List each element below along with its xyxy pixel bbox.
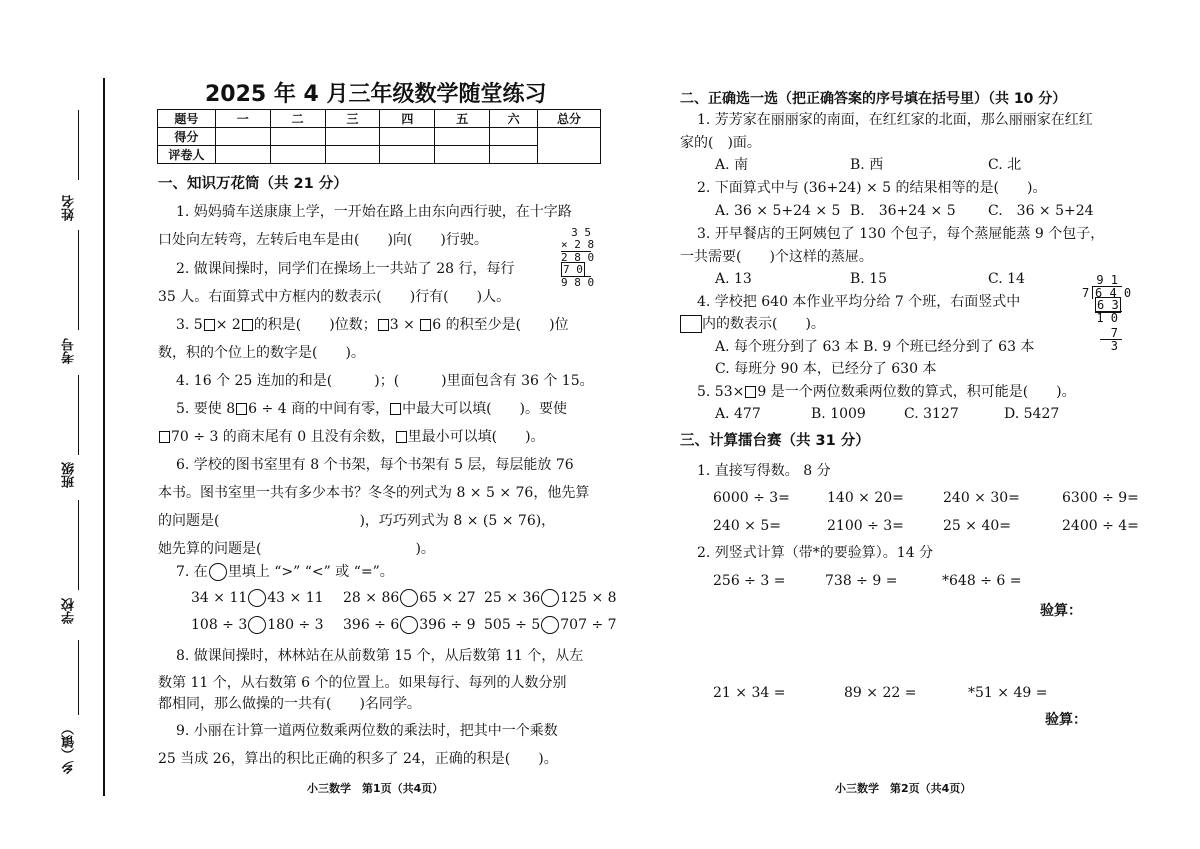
- score-cell[interactable]: [215, 128, 270, 146]
- score-row-label: 得分: [158, 128, 216, 146]
- compare-right: 396 ÷ 9: [419, 617, 476, 633]
- quotient: 9 1: [1096, 273, 1118, 287]
- exam-no-fill-line: [78, 230, 79, 330]
- compare-circle[interactable]: [248, 589, 266, 607]
- compare-circle[interactable]: [541, 589, 559, 607]
- calc-line: 9 8 0: [561, 276, 595, 289]
- compare-right: 125 × 8: [560, 590, 617, 606]
- q1-line2: 口处向左转弯，左转后电车是由( )向( )行驶。: [158, 232, 488, 248]
- compare-item: [343, 588, 476, 608]
- p2-q1-line2: 家的( )面。: [680, 135, 761, 151]
- p2-q3-line1: 3. 开早餐店的王阿姨包了 130 个包子，每个蒸屉能蒸 9 个包子，: [697, 226, 1105, 242]
- remainder-line: 3: [1110, 339, 1118, 353]
- part-1-heading: 1. 直接写得数。 8 分: [697, 463, 831, 479]
- option: A. 南: [715, 157, 749, 173]
- option: A. 477: [715, 406, 761, 422]
- option: D. 5427: [1004, 406, 1060, 422]
- dividend: 6 4 0: [1092, 287, 1131, 299]
- score-cell[interactable]: [325, 128, 380, 146]
- school-fill-line: [78, 500, 79, 590]
- option: A. 13: [715, 271, 752, 287]
- q6-line1: 6. 学校的图书室里有 8 个书架，每个书架有 5 层，每层能放 76: [176, 457, 574, 473]
- grader-cell[interactable]: [325, 146, 380, 164]
- digit-box: [396, 431, 407, 443]
- oral-calc: 2100 ÷ 3=: [827, 518, 904, 534]
- score-header-cell: 总分: [538, 110, 601, 128]
- score-row: [158, 128, 601, 146]
- q5-text: 里最小可以填( )。: [407, 429, 545, 445]
- q3-text: 的积是( )位数；: [253, 317, 377, 333]
- compare-left: 505 ÷ 5: [484, 617, 541, 633]
- q3-line1: [176, 315, 569, 335]
- compare-left: 108 ÷ 3: [191, 617, 248, 633]
- q2-line1: 2. 做课间操时，同学们在操场上一共站了 28 行，每行: [176, 261, 515, 277]
- option: B. 15: [850, 271, 888, 287]
- digit-box: [745, 386, 756, 398]
- oral-calc: 25 × 40=: [943, 518, 1011, 534]
- calc-line: × 2 8: [561, 238, 595, 251]
- q4-long-division: [1082, 273, 1132, 353]
- compare-left: 25 × 36: [484, 590, 541, 606]
- q8-line3: 都相同，那么做操的一共有( )名同学。: [158, 696, 421, 712]
- binding-line: [103, 78, 105, 796]
- page2-footer: 小三数学 第2页（共4页）: [835, 782, 972, 795]
- option: B. 西: [850, 157, 884, 173]
- score-table-header-row: [158, 110, 601, 128]
- q6-line4: 她先算的问题是( )。: [158, 541, 435, 557]
- option: A. 每个班分到了 63 本 B. 9 个班已经分到了 63 本: [715, 339, 1035, 355]
- compare-right: 43 × 11: [267, 590, 324, 606]
- vertical-calc: *51 × 49 =: [968, 685, 1048, 701]
- q5-text: 5. 53×: [697, 384, 745, 400]
- grader-cell[interactable]: [380, 146, 435, 164]
- compare-circle[interactable]: [541, 616, 559, 634]
- q3-text: × 2: [215, 317, 241, 333]
- q8-line1: 8. 做课间操时，林林站在从前数第 15 个，从后数第 11 个，从左: [176, 648, 584, 664]
- q5-text: 70 ÷ 3 的商末尾有 0 且没有余数，: [171, 429, 395, 445]
- score-header-cell: 六: [490, 110, 538, 128]
- q3-text: 6 的积至少是( )位: [432, 317, 569, 333]
- calc-boxed-number: 6 3: [1097, 298, 1119, 312]
- compare-item: [484, 588, 617, 608]
- q9-line2: 25 当成 26，算出的积比正确的积多了 24，正确的积是( )。: [158, 751, 558, 767]
- p2-q3-line2: 一共需要( )个这样的蒸屉。: [680, 249, 873, 265]
- p2-q4-line2: [680, 314, 825, 334]
- grader-cell[interactable]: [435, 146, 490, 164]
- name-fill-line: [78, 110, 79, 180]
- q5-text: 6 ÷ 4 商的中间有零，: [248, 401, 390, 417]
- p2-q4-line1: 4. 学校把 640 本作业平均分给 7 个班，右面竖式中: [697, 294, 1021, 310]
- score-cell[interactable]: [270, 128, 325, 146]
- compare-item: [191, 615, 324, 635]
- answer-box: [680, 315, 702, 333]
- option: B. 1009: [811, 406, 866, 422]
- q2-vertical-calc: [561, 226, 595, 289]
- p2-q2-line: 2. 下面算式中与 (36+24) × 5 的结果相等的是( )。: [697, 180, 1047, 196]
- q6-line3: 的问题是( )，巧巧列式为 8 × (5 × 76)，: [158, 513, 556, 529]
- p2-q5-line: [697, 382, 1076, 402]
- class-fill-line: [78, 375, 79, 455]
- vertical-calc: 738 ÷ 9 =: [825, 573, 898, 589]
- remainder-line: 1 0: [1096, 311, 1118, 325]
- score-cell[interactable]: [435, 128, 490, 146]
- total-score-cell[interactable]: [538, 128, 601, 164]
- p2-q1-line1: 1. 芳芳家在丽丽家的南面，在红红家的北面，那么丽丽家在红红: [697, 112, 1093, 128]
- school-label: 学校: [62, 598, 77, 624]
- score-table: [157, 109, 601, 164]
- vertical-calc: 256 ÷ 3 =: [713, 573, 786, 589]
- grader-row: [158, 146, 601, 164]
- compare-right: 65 × 27: [419, 590, 476, 606]
- compare-circle[interactable]: [400, 616, 418, 634]
- q2-line2: 35 人。右面算式中方框内的数表示( )行有( )人。: [158, 289, 511, 305]
- calc-line: 2 8 0: [561, 251, 595, 264]
- score-header-cell: 三: [325, 110, 380, 128]
- digit-box: [420, 319, 431, 331]
- q5-text: 中最大可以填( )。要使: [402, 401, 568, 417]
- divisor: 7: [1082, 286, 1090, 300]
- q5-line1: [176, 399, 567, 419]
- class-label: 班级: [62, 462, 77, 488]
- score-header-cell: 一: [215, 110, 270, 128]
- oral-calc: 6000 ÷ 3=: [713, 490, 790, 506]
- compare-left: 396 ÷ 6: [343, 617, 400, 633]
- section-1-heading: 一、知识万花筒（共 21 分）: [158, 176, 348, 192]
- section-3-heading: 三、计算擂台赛（共 31 分）: [680, 433, 870, 449]
- digit-box: [390, 403, 401, 415]
- town-fill-line: [78, 640, 79, 715]
- town-label: 乡（镇）: [62, 722, 77, 774]
- compare-item: [343, 615, 476, 635]
- compare-right: 707 ÷ 7: [560, 617, 617, 633]
- oral-calc: 2400 ÷ 4=: [1062, 518, 1139, 534]
- vertical-calc: *648 ÷ 6 =: [942, 573, 1022, 589]
- score-cell[interactable]: [490, 128, 538, 146]
- grader-cell[interactable]: [215, 146, 270, 164]
- option: C. 北: [988, 157, 1022, 173]
- q4-text: 内的数表示( )。: [702, 316, 825, 332]
- vertical-calc: 89 × 22 =: [844, 685, 917, 701]
- digit-box: [242, 319, 253, 331]
- digit-box: [236, 403, 247, 415]
- option: A. 36 × 5+24 × 5: [715, 203, 841, 219]
- score-header-cell: 二: [270, 110, 325, 128]
- score-header-cell: 五: [435, 110, 490, 128]
- oral-calc: 6300 ÷ 9=: [1062, 490, 1139, 506]
- compare-item: [191, 588, 324, 608]
- oral-calc: 240 × 5=: [713, 518, 781, 534]
- section-2-heading: 二、正确选一选（把正确答案的序号填在括号里）（共 10 分）: [680, 91, 1067, 107]
- digit-box: [159, 431, 170, 443]
- q4-line: 4. 16 个 25 连加的和是( )；( )里面包含有 36 个 15。: [176, 373, 594, 389]
- q7-text: 7. 在: [176, 564, 208, 580]
- option: C. 14: [988, 271, 1025, 287]
- score-cell[interactable]: [380, 128, 435, 146]
- exam-no-label: 考号: [62, 338, 77, 364]
- option: C. 3127: [904, 406, 959, 422]
- check-label: 验算：: [1040, 603, 1082, 619]
- oral-calc: 240 × 30=: [943, 490, 1020, 506]
- compare-right: 180 ÷ 3: [267, 617, 324, 633]
- q3-line2: 数，积的个位上的数字是( )。: [158, 345, 365, 361]
- grader-cell[interactable]: [270, 146, 325, 164]
- check-label: 验算：: [1045, 712, 1087, 728]
- compare-circle[interactable]: [400, 589, 418, 607]
- q7-instruction: [176, 562, 394, 582]
- page-title: 2025 年 4 月三年级数学随堂练习: [205, 82, 547, 107]
- calc-line: 3 5: [571, 226, 591, 239]
- option: B. 36+24 × 5: [850, 203, 956, 219]
- option: C. 每班分 90 本，已经分了 630 本: [715, 361, 937, 377]
- vertical-calc: 21 × 34 =: [713, 685, 786, 701]
- digit-box: [204, 319, 215, 331]
- name-label: 姓名: [62, 195, 77, 221]
- subtract-line: 7: [1100, 327, 1122, 340]
- q3-text: 3 ×: [389, 317, 420, 333]
- q1-line1: 1. 妈妈骑车送康康上学，一开始在路上由东向西行驶，在十字路: [176, 204, 572, 220]
- option: C. 36 × 5+24: [988, 203, 1094, 219]
- compare-circle: [209, 563, 227, 581]
- q5-text: 5. 要使 8: [176, 401, 236, 417]
- score-header-cell: 四: [380, 110, 435, 128]
- digit-box: [378, 319, 389, 331]
- grader-row-label: 评卷人: [158, 146, 216, 164]
- q3-text: 3. 5: [176, 317, 203, 333]
- page1-footer: 小三数学 第1页（共4页）: [307, 782, 444, 795]
- compare-circle[interactable]: [248, 616, 266, 634]
- oral-calc: 140 × 20=: [827, 490, 904, 506]
- grader-cell[interactable]: [490, 146, 538, 164]
- compare-left: 34 × 11: [191, 590, 248, 606]
- score-header-cell: 题号: [158, 110, 216, 128]
- q7-text: 里填上 “>” “<” 或 “=”。: [227, 564, 394, 580]
- q5-line2: [158, 427, 545, 447]
- compare-left: 28 × 86: [343, 590, 400, 606]
- compare-item: [484, 615, 617, 635]
- q6-line2: 本书。图书室里一共有多少本书？冬冬的列式为 8 × 5 × 76，他先算: [158, 485, 590, 501]
- part-2-heading: 2. 列竖式计算（带*的要验算）。14 分: [697, 545, 934, 561]
- q9-line1: 9. 小丽在计算一道两位数乘两位数的乘法时，把其中一个乘数: [176, 723, 558, 739]
- calc-boxed-number: 7 0: [563, 263, 583, 276]
- q5-text: 9 是一个两位数乘两位数的算式，积可能是( )。: [757, 384, 1076, 400]
- q8-line2: 数第 11 个，从右数第 6 个的位置上。如果每行、每列的人数分别: [158, 675, 567, 691]
